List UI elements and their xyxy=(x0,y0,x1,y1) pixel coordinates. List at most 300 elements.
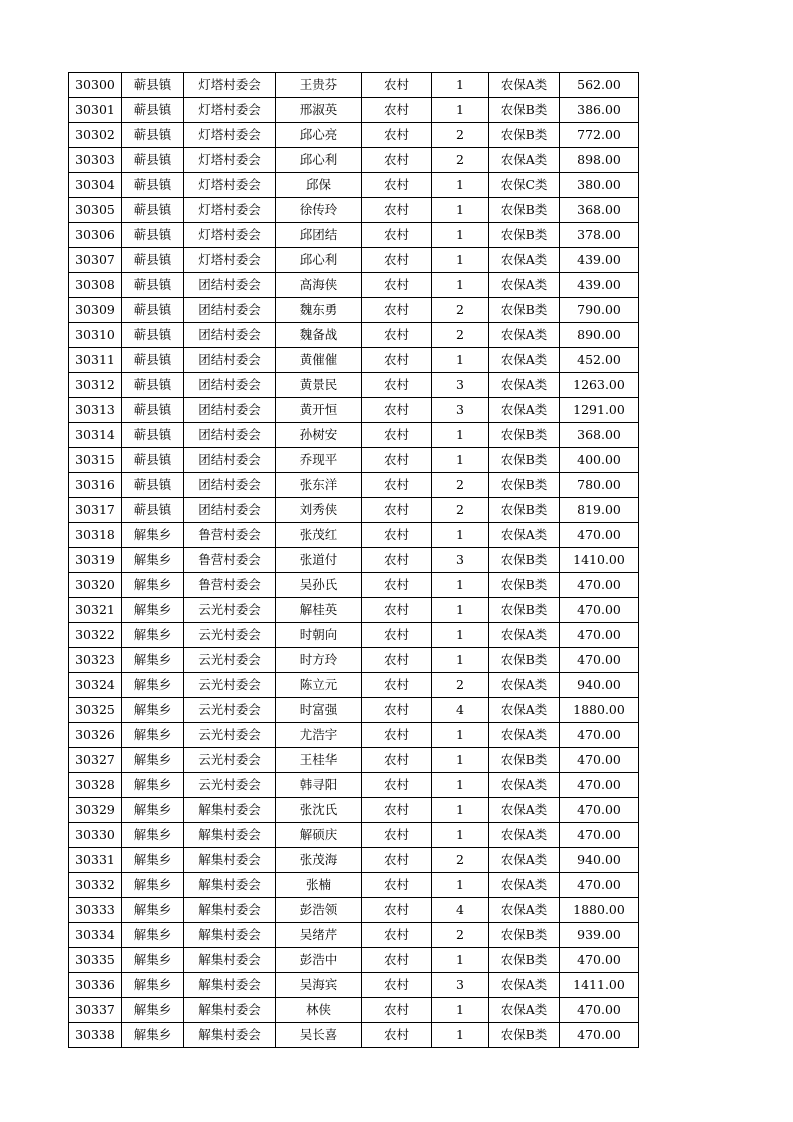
area-type-cell: 农村 xyxy=(362,548,432,573)
table-row xyxy=(69,1023,639,1048)
area-type-cell: 农村 xyxy=(362,1023,432,1048)
person-name-cell: 陈立元 xyxy=(276,673,362,698)
person-name-cell: 张沈氏 xyxy=(276,798,362,823)
insurance-type-cell: 农保B类 xyxy=(489,498,560,523)
area-type-cell: 农村 xyxy=(362,998,432,1023)
household-count-cell: 1 xyxy=(432,273,489,298)
insurance-type-cell: 农保A类 xyxy=(489,873,560,898)
insurance-type-cell: 农保C类 xyxy=(489,173,560,198)
insurance-type-cell: 农保A类 xyxy=(489,973,560,998)
amount-value-cell: 1880.00 xyxy=(560,698,639,723)
amount-value-cell: 470.00 xyxy=(560,748,639,773)
area-type-cell: 农村 xyxy=(362,473,432,498)
table-row xyxy=(69,498,639,523)
village-committee-cell: 灯塔村委会 xyxy=(184,173,276,198)
village-committee-cell: 团结村委会 xyxy=(184,498,276,523)
area-type-cell: 农村 xyxy=(362,323,432,348)
amount-value-cell: 562.00 xyxy=(560,73,639,98)
household-count-cell: 4 xyxy=(432,898,489,923)
record-id-cell: 30324 xyxy=(69,673,122,698)
village-committee-cell: 团结村委会 xyxy=(184,373,276,398)
insurance-type-cell: 农保A类 xyxy=(489,273,560,298)
insurance-type-cell: 农保B类 xyxy=(489,923,560,948)
town-name-cell: 解集乡 xyxy=(122,873,184,898)
village-committee-cell: 云光村委会 xyxy=(184,723,276,748)
village-committee-cell: 团结村委会 xyxy=(184,423,276,448)
amount-value-cell: 790.00 xyxy=(560,298,639,323)
person-name-cell: 刘秀侠 xyxy=(276,498,362,523)
table-row xyxy=(69,973,639,998)
person-name-cell: 邱团结 xyxy=(276,223,362,248)
town-name-cell: 解集乡 xyxy=(122,848,184,873)
household-count-cell: 1 xyxy=(432,448,489,473)
person-name-cell: 黄景民 xyxy=(276,373,362,398)
village-committee-cell: 解集村委会 xyxy=(184,923,276,948)
household-count-cell: 1 xyxy=(432,1023,489,1048)
household-count-cell: 1 xyxy=(432,73,489,98)
town-name-cell: 蕲县镇 xyxy=(122,448,184,473)
record-id-cell: 30338 xyxy=(69,1023,122,1048)
area-type-cell: 农村 xyxy=(362,973,432,998)
household-count-cell: 1 xyxy=(432,823,489,848)
table-row xyxy=(69,898,639,923)
town-name-cell: 蕲县镇 xyxy=(122,423,184,448)
area-type-cell: 农村 xyxy=(362,523,432,548)
person-name-cell: 解桂英 xyxy=(276,598,362,623)
person-name-cell: 时朝向 xyxy=(276,623,362,648)
village-committee-cell: 鲁营村委会 xyxy=(184,548,276,573)
amount-value-cell: 470.00 xyxy=(560,723,639,748)
table-row xyxy=(69,698,639,723)
village-committee-cell: 团结村委会 xyxy=(184,298,276,323)
insurance-type-cell: 农保B类 xyxy=(489,748,560,773)
record-id-cell: 30311 xyxy=(69,348,122,373)
table-row xyxy=(69,748,639,773)
household-count-cell: 2 xyxy=(432,123,489,148)
town-name-cell: 解集乡 xyxy=(122,523,184,548)
insurance-type-cell: 农保A类 xyxy=(489,898,560,923)
amount-value-cell: 1263.00 xyxy=(560,373,639,398)
household-count-cell: 1 xyxy=(432,798,489,823)
town-name-cell: 蕲县镇 xyxy=(122,248,184,273)
table-row xyxy=(69,573,639,598)
table-row xyxy=(69,273,639,298)
insurance-type-cell: 农保A类 xyxy=(489,523,560,548)
record-id-cell: 30321 xyxy=(69,598,122,623)
insurance-type-cell: 农保B类 xyxy=(489,948,560,973)
village-committee-cell: 云光村委会 xyxy=(184,748,276,773)
area-type-cell: 农村 xyxy=(362,398,432,423)
person-name-cell: 时富强 xyxy=(276,698,362,723)
area-type-cell: 农村 xyxy=(362,248,432,273)
insurance-type-cell: 农保A类 xyxy=(489,823,560,848)
person-name-cell: 黄开恒 xyxy=(276,398,362,423)
table-row xyxy=(69,923,639,948)
area-type-cell: 农村 xyxy=(362,898,432,923)
table-row xyxy=(69,423,639,448)
town-name-cell: 解集乡 xyxy=(122,648,184,673)
town-name-cell: 蕲县镇 xyxy=(122,123,184,148)
town-name-cell: 解集乡 xyxy=(122,973,184,998)
area-type-cell: 农村 xyxy=(362,598,432,623)
record-id-cell: 30317 xyxy=(69,498,122,523)
amount-value-cell: 368.00 xyxy=(560,198,639,223)
record-id-cell: 30329 xyxy=(69,798,122,823)
village-committee-cell: 灯塔村委会 xyxy=(184,223,276,248)
village-committee-cell: 云光村委会 xyxy=(184,698,276,723)
town-name-cell: 蕲县镇 xyxy=(122,498,184,523)
amount-value-cell: 940.00 xyxy=(560,673,639,698)
amount-value-cell: 380.00 xyxy=(560,173,639,198)
town-name-cell: 蕲县镇 xyxy=(122,223,184,248)
village-committee-cell: 灯塔村委会 xyxy=(184,98,276,123)
insurance-type-cell: 农保B类 xyxy=(489,548,560,573)
record-id-cell: 30306 xyxy=(69,223,122,248)
person-name-cell: 黄催催 xyxy=(276,348,362,373)
table-row xyxy=(69,248,639,273)
record-id-cell: 30325 xyxy=(69,698,122,723)
person-name-cell: 邢淑英 xyxy=(276,98,362,123)
insurance-type-cell: 农保A类 xyxy=(489,848,560,873)
town-name-cell: 蕲县镇 xyxy=(122,198,184,223)
table-row xyxy=(69,123,639,148)
person-name-cell: 吴孙氏 xyxy=(276,573,362,598)
table-row xyxy=(69,848,639,873)
village-committee-cell: 鲁营村委会 xyxy=(184,523,276,548)
insurance-type-cell: 农保B类 xyxy=(489,648,560,673)
insurance-type-cell: 农保B类 xyxy=(489,198,560,223)
record-id-cell: 30320 xyxy=(69,573,122,598)
table-row xyxy=(69,98,639,123)
area-type-cell: 农村 xyxy=(362,373,432,398)
insurance-type-cell: 农保A类 xyxy=(489,798,560,823)
town-name-cell: 解集乡 xyxy=(122,773,184,798)
record-id-cell: 30304 xyxy=(69,173,122,198)
table-row xyxy=(69,998,639,1023)
person-name-cell: 韩寻阳 xyxy=(276,773,362,798)
record-id-cell: 30301 xyxy=(69,98,122,123)
village-committee-cell: 云光村委会 xyxy=(184,648,276,673)
village-committee-cell: 解集村委会 xyxy=(184,973,276,998)
village-committee-cell: 解集村委会 xyxy=(184,898,276,923)
area-type-cell: 农村 xyxy=(362,648,432,673)
town-name-cell: 解集乡 xyxy=(122,823,184,848)
record-id-cell: 30335 xyxy=(69,948,122,973)
insurance-type-cell: 农保A类 xyxy=(489,148,560,173)
person-name-cell: 彭浩中 xyxy=(276,948,362,973)
insurance-type-cell: 农保A类 xyxy=(489,723,560,748)
person-name-cell: 张楠 xyxy=(276,873,362,898)
area-type-cell: 农村 xyxy=(362,923,432,948)
person-name-cell: 高海侠 xyxy=(276,273,362,298)
town-name-cell: 蕲县镇 xyxy=(122,323,184,348)
record-id-cell: 30332 xyxy=(69,873,122,898)
insurance-type-cell: 农保A类 xyxy=(489,73,560,98)
record-id-cell: 30312 xyxy=(69,373,122,398)
table-row xyxy=(69,448,639,473)
town-name-cell: 解集乡 xyxy=(122,548,184,573)
insurance-type-cell: 农保B类 xyxy=(489,573,560,598)
town-name-cell: 蕲县镇 xyxy=(122,373,184,398)
household-count-cell: 1 xyxy=(432,948,489,973)
household-count-cell: 1 xyxy=(432,573,489,598)
insurance-type-cell: 农保A类 xyxy=(489,773,560,798)
record-id-cell: 30326 xyxy=(69,723,122,748)
insurance-type-cell: 农保A类 xyxy=(489,623,560,648)
table-row xyxy=(69,598,639,623)
village-committee-cell: 云光村委会 xyxy=(184,773,276,798)
town-name-cell: 解集乡 xyxy=(122,1023,184,1048)
record-id-cell: 30333 xyxy=(69,898,122,923)
area-type-cell: 农村 xyxy=(362,723,432,748)
area-type-cell: 农村 xyxy=(362,623,432,648)
household-count-cell: 1 xyxy=(432,773,489,798)
person-name-cell: 张东洋 xyxy=(276,473,362,498)
person-name-cell: 张茂红 xyxy=(276,523,362,548)
record-id-cell: 30330 xyxy=(69,823,122,848)
amount-value-cell: 772.00 xyxy=(560,123,639,148)
insurance-type-cell: 农保B类 xyxy=(489,473,560,498)
person-name-cell: 彭浩领 xyxy=(276,898,362,923)
insurance-type-cell: 农保A类 xyxy=(489,698,560,723)
insurance-type-cell: 农保B类 xyxy=(489,98,560,123)
table-row xyxy=(69,773,639,798)
village-committee-cell: 云光村委会 xyxy=(184,623,276,648)
insurance-type-cell: 农保B类 xyxy=(489,423,560,448)
household-count-cell: 2 xyxy=(432,673,489,698)
table-row xyxy=(69,73,639,98)
amount-value-cell: 780.00 xyxy=(560,473,639,498)
record-id-cell: 30328 xyxy=(69,773,122,798)
table-row xyxy=(69,373,639,398)
village-committee-cell: 解集村委会 xyxy=(184,1023,276,1048)
town-name-cell: 解集乡 xyxy=(122,898,184,923)
area-type-cell: 农村 xyxy=(362,123,432,148)
amount-value-cell: 939.00 xyxy=(560,923,639,948)
amount-value-cell: 439.00 xyxy=(560,248,639,273)
table-row xyxy=(69,148,639,173)
amount-value-cell: 470.00 xyxy=(560,873,639,898)
person-name-cell: 吴绪芹 xyxy=(276,923,362,948)
village-committee-cell: 团结村委会 xyxy=(184,448,276,473)
area-type-cell: 农村 xyxy=(362,73,432,98)
amount-value-cell: 1880.00 xyxy=(560,898,639,923)
table-row xyxy=(69,348,639,373)
person-name-cell: 魏东勇 xyxy=(276,298,362,323)
household-count-cell: 1 xyxy=(432,723,489,748)
town-name-cell: 蕲县镇 xyxy=(122,73,184,98)
household-count-cell: 2 xyxy=(432,148,489,173)
town-name-cell: 解集乡 xyxy=(122,673,184,698)
household-count-cell: 1 xyxy=(432,748,489,773)
record-id-cell: 30316 xyxy=(69,473,122,498)
household-count-cell: 1 xyxy=(432,423,489,448)
record-id-cell: 30308 xyxy=(69,273,122,298)
person-name-cell: 吴海宾 xyxy=(276,973,362,998)
town-name-cell: 解集乡 xyxy=(122,598,184,623)
record-id-cell: 30305 xyxy=(69,198,122,223)
record-id-cell: 30322 xyxy=(69,623,122,648)
table-row xyxy=(69,623,639,648)
household-count-cell: 2 xyxy=(432,848,489,873)
town-name-cell: 解集乡 xyxy=(122,573,184,598)
table-row xyxy=(69,648,639,673)
town-name-cell: 蕲县镇 xyxy=(122,348,184,373)
household-count-cell: 1 xyxy=(432,648,489,673)
person-name-cell: 解硕庆 xyxy=(276,823,362,848)
amount-value-cell: 368.00 xyxy=(560,423,639,448)
person-name-cell: 时方玲 xyxy=(276,648,362,673)
area-type-cell: 农村 xyxy=(362,798,432,823)
village-committee-cell: 灯塔村委会 xyxy=(184,123,276,148)
person-name-cell: 邱心利 xyxy=(276,148,362,173)
area-type-cell: 农村 xyxy=(362,148,432,173)
amount-value-cell: 470.00 xyxy=(560,823,639,848)
person-name-cell: 张茂海 xyxy=(276,848,362,873)
household-count-cell: 2 xyxy=(432,923,489,948)
table-row xyxy=(69,548,639,573)
record-id-cell: 30314 xyxy=(69,423,122,448)
household-count-cell: 2 xyxy=(432,323,489,348)
area-type-cell: 农村 xyxy=(362,298,432,323)
town-name-cell: 蕲县镇 xyxy=(122,148,184,173)
record-id-cell: 30303 xyxy=(69,148,122,173)
area-type-cell: 农村 xyxy=(362,748,432,773)
amount-value-cell: 940.00 xyxy=(560,848,639,873)
person-name-cell: 吴长喜 xyxy=(276,1023,362,1048)
area-type-cell: 农村 xyxy=(362,223,432,248)
amount-value-cell: 1291.00 xyxy=(560,398,639,423)
town-name-cell: 蕲县镇 xyxy=(122,298,184,323)
town-name-cell: 解集乡 xyxy=(122,798,184,823)
village-committee-cell: 灯塔村委会 xyxy=(184,148,276,173)
table-row xyxy=(69,323,639,348)
record-id-cell: 30313 xyxy=(69,398,122,423)
household-count-cell: 1 xyxy=(432,523,489,548)
amount-value-cell: 819.00 xyxy=(560,498,639,523)
area-type-cell: 农村 xyxy=(362,573,432,598)
village-committee-cell: 鲁营村委会 xyxy=(184,573,276,598)
household-count-cell: 3 xyxy=(432,548,489,573)
area-type-cell: 农村 xyxy=(362,173,432,198)
household-count-cell: 1 xyxy=(432,623,489,648)
town-name-cell: 蕲县镇 xyxy=(122,473,184,498)
town-name-cell: 解集乡 xyxy=(122,723,184,748)
insurance-type-cell: 农保B类 xyxy=(489,223,560,248)
village-committee-cell: 团结村委会 xyxy=(184,473,276,498)
record-id-cell: 30300 xyxy=(69,73,122,98)
town-name-cell: 解集乡 xyxy=(122,698,184,723)
data-table xyxy=(68,72,639,1048)
area-type-cell: 农村 xyxy=(362,423,432,448)
amount-value-cell: 1411.00 xyxy=(560,973,639,998)
amount-value-cell: 470.00 xyxy=(560,573,639,598)
town-name-cell: 解集乡 xyxy=(122,998,184,1023)
town-name-cell: 解集乡 xyxy=(122,923,184,948)
insurance-type-cell: 农保B类 xyxy=(489,123,560,148)
table-body xyxy=(69,73,639,1048)
insurance-type-cell: 农保A类 xyxy=(489,323,560,348)
town-name-cell: 蕲县镇 xyxy=(122,98,184,123)
amount-value-cell: 439.00 xyxy=(560,273,639,298)
table-row xyxy=(69,873,639,898)
record-id-cell: 30309 xyxy=(69,298,122,323)
insurance-type-cell: 农保B类 xyxy=(489,448,560,473)
record-id-cell: 30336 xyxy=(69,973,122,998)
village-committee-cell: 解集村委会 xyxy=(184,873,276,898)
table-row xyxy=(69,798,639,823)
person-name-cell: 张道付 xyxy=(276,548,362,573)
table-row xyxy=(69,948,639,973)
table-row xyxy=(69,723,639,748)
town-name-cell: 解集乡 xyxy=(122,748,184,773)
person-name-cell: 尤浩宇 xyxy=(276,723,362,748)
person-name-cell: 徐传玲 xyxy=(276,198,362,223)
amount-value-cell: 470.00 xyxy=(560,1023,639,1048)
village-committee-cell: 团结村委会 xyxy=(184,273,276,298)
insurance-type-cell: 农保A类 xyxy=(489,673,560,698)
amount-value-cell: 470.00 xyxy=(560,798,639,823)
person-name-cell: 魏备战 xyxy=(276,323,362,348)
amount-value-cell: 386.00 xyxy=(560,98,639,123)
town-name-cell: 解集乡 xyxy=(122,623,184,648)
person-name-cell: 王桂华 xyxy=(276,748,362,773)
village-committee-cell: 解集村委会 xyxy=(184,998,276,1023)
record-id-cell: 30323 xyxy=(69,648,122,673)
amount-value-cell: 1410.00 xyxy=(560,548,639,573)
table-row xyxy=(69,523,639,548)
person-name-cell: 邱心利 xyxy=(276,248,362,273)
record-id-cell: 30315 xyxy=(69,448,122,473)
area-type-cell: 农村 xyxy=(362,698,432,723)
insurance-type-cell: 农保A类 xyxy=(489,248,560,273)
village-committee-cell: 解集村委会 xyxy=(184,798,276,823)
record-id-cell: 30318 xyxy=(69,523,122,548)
amount-value-cell: 890.00 xyxy=(560,323,639,348)
person-name-cell: 王贵芬 xyxy=(276,73,362,98)
insurance-type-cell: 农保A类 xyxy=(489,998,560,1023)
insurance-type-cell: 农保A类 xyxy=(489,398,560,423)
record-id-cell: 30307 xyxy=(69,248,122,273)
amount-value-cell: 470.00 xyxy=(560,523,639,548)
town-name-cell: 蕲县镇 xyxy=(122,173,184,198)
person-name-cell: 林侠 xyxy=(276,998,362,1023)
area-type-cell: 农村 xyxy=(362,198,432,223)
table-row xyxy=(69,298,639,323)
area-type-cell: 农村 xyxy=(362,448,432,473)
record-id-cell: 30334 xyxy=(69,923,122,948)
household-count-cell: 3 xyxy=(432,398,489,423)
amount-value-cell: 470.00 xyxy=(560,623,639,648)
area-type-cell: 农村 xyxy=(362,948,432,973)
household-count-cell: 1 xyxy=(432,223,489,248)
table-row xyxy=(69,223,639,248)
village-committee-cell: 灯塔村委会 xyxy=(184,198,276,223)
area-type-cell: 农村 xyxy=(362,848,432,873)
record-id-cell: 30319 xyxy=(69,548,122,573)
record-id-cell: 30331 xyxy=(69,848,122,873)
amount-value-cell: 400.00 xyxy=(560,448,639,473)
table-row xyxy=(69,823,639,848)
person-name-cell: 邱心亮 xyxy=(276,123,362,148)
insurance-type-cell: 农保A类 xyxy=(489,348,560,373)
insurance-type-cell: 农保B类 xyxy=(489,598,560,623)
person-name-cell: 乔现平 xyxy=(276,448,362,473)
village-committee-cell: 云光村委会 xyxy=(184,673,276,698)
village-committee-cell: 解集村委会 xyxy=(184,823,276,848)
insurance-type-cell: 农保A类 xyxy=(489,373,560,398)
amount-value-cell: 898.00 xyxy=(560,148,639,173)
